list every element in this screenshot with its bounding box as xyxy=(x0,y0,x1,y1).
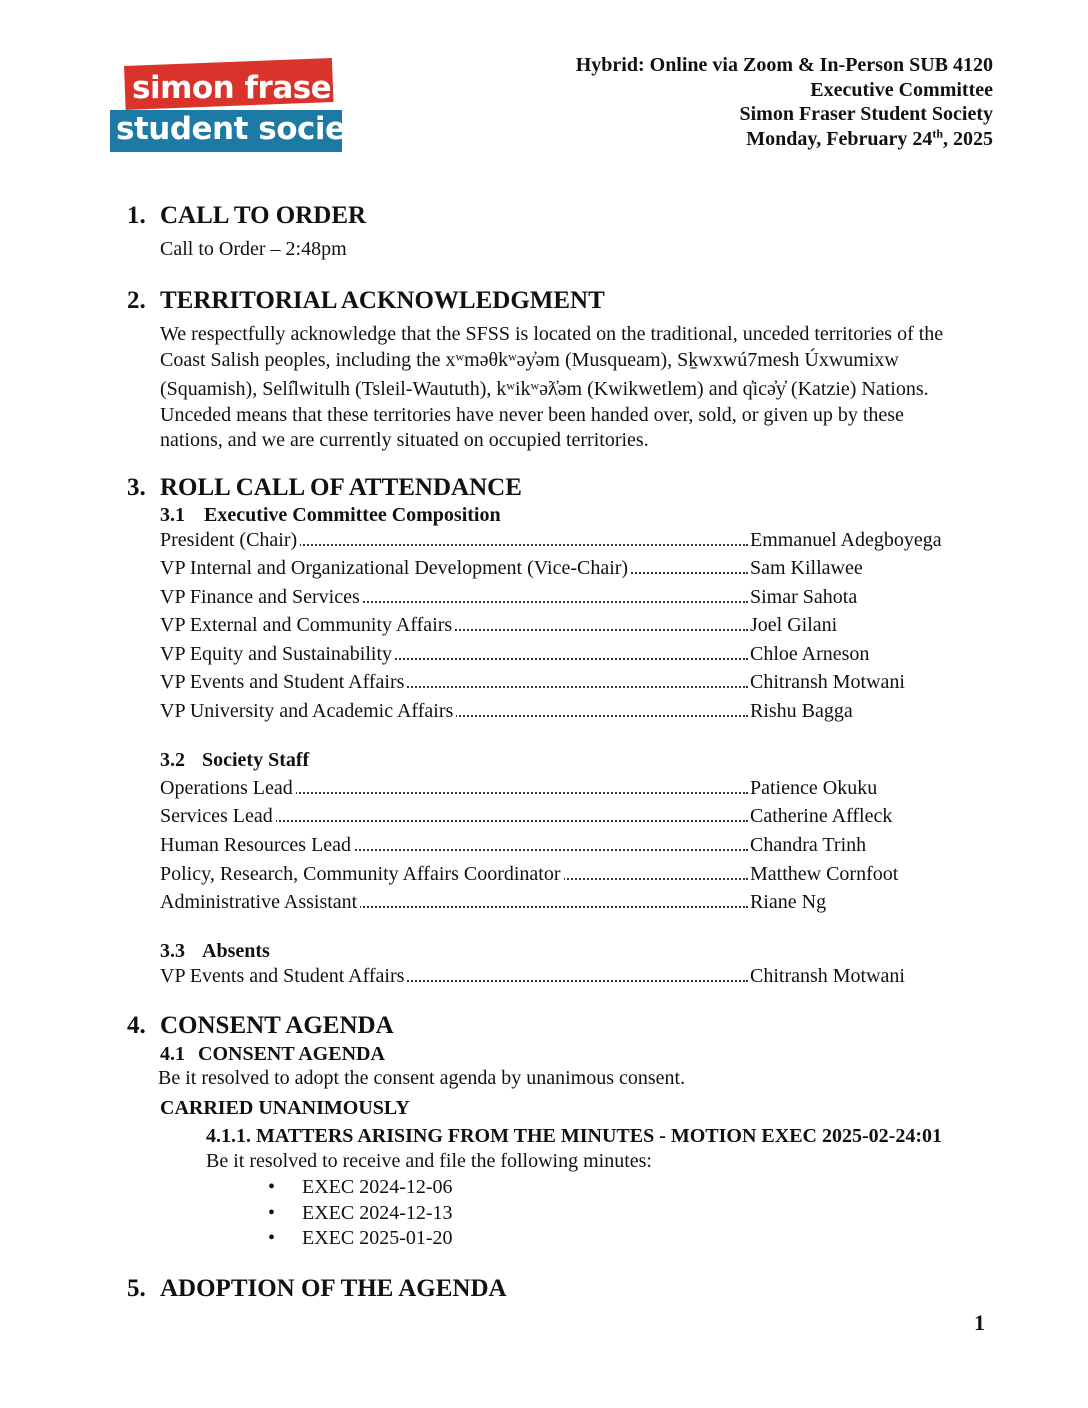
section-title: ROLL CALL OF ATTENDANCE xyxy=(160,474,522,501)
subsection-4-1-heading xyxy=(160,1043,385,1066)
member-name: Simar Sahota xyxy=(750,586,858,608)
role-label: VP Events and Student Affairs xyxy=(160,671,407,693)
subsection-3-2-heading xyxy=(160,749,309,772)
ack-line: Coast Salish peoples, including the xʷməθkʷəy̓əm (Musqueam), Sḵwxwú7mesh Úxwumixw xyxy=(160,348,899,371)
list-item xyxy=(268,1176,453,1202)
role-label: VP University and Academic Affairs xyxy=(160,700,456,722)
date-main: Monday, February 24 xyxy=(746,127,933,150)
attendance-row xyxy=(160,671,960,697)
member-name: Joel Gilani xyxy=(750,614,838,636)
meeting-date xyxy=(576,127,993,152)
motion-text: Be it resolved to receive and file the following minutes: xyxy=(206,1150,652,1172)
section-title: CALL TO ORDER xyxy=(160,202,367,229)
role-label: VP Finance and Services xyxy=(160,586,363,608)
role-label: President (Chair) xyxy=(160,529,300,551)
page-number: 1 xyxy=(974,1310,985,1335)
date-year: , 2025 xyxy=(943,127,993,150)
subsection-3-3-heading xyxy=(160,940,270,963)
member-name: Emmanuel Adegboyega xyxy=(750,529,942,551)
member-name: Chandra Trinh xyxy=(750,834,867,856)
attendance-row xyxy=(160,557,960,583)
member-name: Chitransh Motwani xyxy=(750,965,905,987)
subsection-title: Absents xyxy=(202,940,270,962)
committee-name: Executive Committee xyxy=(810,78,993,101)
section-number: 4. xyxy=(127,1012,146,1039)
role-label: Administrative Assistant xyxy=(160,891,360,913)
attendance-row xyxy=(160,805,960,831)
sfss-logo xyxy=(110,66,380,154)
consent-resolution: Be it resolved to adopt the consent agenda by unanimous consent. xyxy=(158,1067,686,1089)
call-to-order-text: Call to Order – 2:48pm xyxy=(160,238,347,260)
ack-line: Unceded means that these territories have never been handed over, sold, or given up by these xyxy=(160,403,904,426)
attendance-row xyxy=(160,863,960,889)
section-title: ADOPTION OF THE AGENDA xyxy=(160,1275,507,1302)
subsection-title: Society Staff xyxy=(202,749,310,771)
organization-name: Simon Fraser Student Society xyxy=(739,103,993,125)
bullet: • xyxy=(268,1176,276,1198)
role-label: VP Internal and Organizational Development (Vice-Chair) xyxy=(160,557,631,579)
section-5-heading xyxy=(127,1275,507,1303)
role-label: VP External and Community Affairs xyxy=(160,614,455,636)
attendance-row xyxy=(160,834,960,860)
role-label: Human Resources Lead xyxy=(160,834,354,856)
subsection-number: 3.1 xyxy=(160,504,185,526)
section-number: 5. xyxy=(127,1275,146,1302)
bullet: • xyxy=(268,1201,276,1224)
logo-line-2: student society xyxy=(116,111,380,147)
role-label: Operations Lead xyxy=(160,777,296,799)
attendance-row xyxy=(160,777,960,803)
attendance-row xyxy=(160,529,960,555)
role-label: Services Lead xyxy=(160,805,276,827)
subsection-number: 3.2 xyxy=(160,749,185,771)
role-label: VP Equity and Sustainability xyxy=(160,643,395,665)
attendance-row xyxy=(160,643,960,669)
section-4-heading xyxy=(127,1012,394,1040)
minutes-item: EXEC 2025-01-20 xyxy=(302,1227,453,1249)
member-name: Patience Okuku xyxy=(750,777,878,799)
subsection-number: 3.3 xyxy=(160,940,185,962)
section-2-heading xyxy=(127,287,605,315)
role-label: Policy, Research, Community Affairs Coordinator xyxy=(160,863,564,885)
attendance-row xyxy=(160,891,960,917)
attendance-row xyxy=(160,586,960,612)
minutes-list xyxy=(268,1176,453,1253)
motion-heading xyxy=(206,1125,942,1148)
subsection-number: 4.1 xyxy=(160,1043,185,1065)
section-number: 3. xyxy=(127,474,146,501)
member-name: Chloe Arneson xyxy=(750,643,870,665)
list-item xyxy=(268,1202,453,1228)
meeting-header xyxy=(576,53,993,151)
carried-status: CARRIED UNANIMOUSLY xyxy=(160,1097,410,1119)
ack-line: nations, and we are currently situated on occupied territories. xyxy=(160,429,649,451)
meeting-location: Hybrid: Online via Zoom & In-Person SUB 4120 xyxy=(575,54,993,76)
attendance-row xyxy=(160,965,960,991)
subsection-title: CONSENT AGENDA xyxy=(198,1043,385,1065)
territorial-acknowledgment-text xyxy=(160,322,1010,454)
subsection-3-1-heading xyxy=(160,504,501,527)
date-ordinal: th xyxy=(932,125,943,140)
logo-line-1: simon fraser xyxy=(132,70,346,106)
subsection-title: Executive Committee Composition xyxy=(204,504,501,526)
member-name: Matthew Cornfoot xyxy=(750,863,899,885)
list-item xyxy=(268,1227,453,1253)
bullet: • xyxy=(268,1227,276,1249)
section-title: TERRITORIAL ACKNOWLEDGMENT xyxy=(160,287,605,314)
minutes-item: EXEC 2024-12-13 xyxy=(302,1201,453,1224)
motion-number: 4.1.1. xyxy=(206,1125,251,1147)
role-label: VP Events and Student Affairs xyxy=(160,965,407,987)
minutes-item: EXEC 2024-12-06 xyxy=(302,1176,453,1198)
member-name: Rishu Bagga xyxy=(750,700,853,722)
member-name: Catherine Affleck xyxy=(750,805,893,827)
member-name: Chitransh Motwani xyxy=(750,671,905,693)
ack-line: (Squamish), Selí̓lwitulh (Tsleil-Waututh), kʷikʷəƛ̓əm (Kwikwetlem) and q̓icə̓y̓ (Katzie) Nations. xyxy=(160,378,929,400)
section-title: CONSENT AGENDA xyxy=(160,1012,394,1039)
section-3-heading xyxy=(127,474,522,502)
member-name: Riane Ng xyxy=(750,891,827,913)
motion-title: MATTERS ARISING FROM THE MINUTES - MOTION EXEC 2025-02-24:01 xyxy=(256,1125,942,1147)
ack-line: We respectfully acknowledge that the SFSS is located on the traditional, unceded territories of the xyxy=(160,323,944,345)
section-number: 2. xyxy=(127,287,146,314)
attendance-row xyxy=(160,700,960,726)
member-name: Sam Killawee xyxy=(750,557,863,579)
section-1-heading xyxy=(127,202,366,230)
attendance-row xyxy=(160,614,960,640)
section-number: 1. xyxy=(127,202,146,229)
